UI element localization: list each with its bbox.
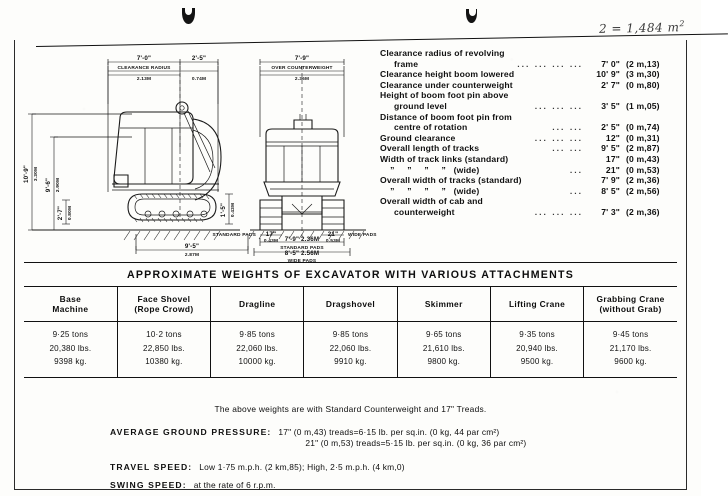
header-line2: (without Grab)	[599, 304, 662, 314]
front-width-wide-visible: 8'-5" 2.56M	[284, 250, 320, 257]
table-column-header	[304, 287, 397, 322]
side-top-dim2-imperial: 2'-5"	[191, 55, 207, 62]
side-left-dim2-imperial: 9'-6"	[45, 177, 52, 193]
spec-row	[380, 207, 680, 218]
table-column-header	[397, 287, 490, 322]
table-column-header	[584, 287, 677, 322]
header-line2: Machine	[52, 304, 89, 314]
spec-label: Height of boom foot pin above	[380, 90, 509, 101]
front-pad-right-label: WIDE PADS	[348, 233, 377, 238]
weight-tons: 9·45 tons	[612, 330, 649, 339]
spec-label: Width of track links (standard)	[380, 153, 509, 164]
side-top-dim2-metric: 0.74M	[191, 77, 207, 82]
header-line1: Grabbing Crane	[596, 294, 665, 304]
front-top-dim-imperial: 7'-9"	[294, 55, 310, 62]
handwritten-annotation-text: 2 = 1,484 m	[598, 20, 680, 36]
spec-row	[380, 175, 680, 186]
spec-imperial: 8' 5"	[601, 185, 621, 196]
table-cell	[490, 322, 583, 377]
ground-pressure-label: AVERAGE GROUND PRESSURE:	[110, 427, 272, 437]
spec-leader-dots: ... ... ...	[534, 206, 584, 217]
spec-row	[380, 90, 680, 101]
table-column-header	[24, 287, 117, 322]
spec-metric: (2 m,36)	[626, 175, 660, 186]
spec-metric: (0 m,43)	[626, 153, 660, 164]
spec-leader-dots: ... ...	[552, 122, 583, 133]
side-top-dim1-metric: 2.13M	[136, 77, 152, 82]
side-left-dim3-imperial: 2'-7"	[57, 205, 64, 221]
weight-lbs: 22,060 lbs.	[236, 343, 279, 353]
spec-metric: (2 m,87)	[626, 143, 660, 154]
spec-row	[380, 154, 680, 165]
front-pad-left-label: STANDARD PADS	[212, 233, 256, 238]
weight-kg: 9800 kg.	[427, 357, 461, 366]
spec-label: counterweight	[394, 206, 455, 217]
travel-speed-label: TRAVEL SPEED:	[110, 461, 193, 472]
travel-speed-value: Low 1·75 m.p.h. (2 km,85); High, 2·5 m.p.h. (4 km,0)	[199, 461, 405, 472]
spec-row	[380, 112, 680, 123]
spec-label: Distance of boom foot pin from	[380, 111, 512, 122]
front-width-wide-label: WIDE PADS	[287, 259, 317, 264]
spec-imperial: 9' 5"	[601, 143, 620, 154]
spec-label: Ground clearance	[380, 132, 456, 143]
weights-table	[24, 287, 677, 377]
side-left-dim3-metric: 0.80M	[68, 205, 73, 221]
header-line1: Face Shovel	[137, 294, 191, 304]
side-left-dim2-metric: 2.90M	[56, 177, 61, 193]
spec-leader-dots: ...	[569, 164, 584, 175]
side-left-dim1-metric: 3.30M	[34, 166, 39, 182]
ground-pressure-line-21: 21" (0 m,53) treads=5·15 lb. per sq.in. (0 kg, 36 par cm²)	[305, 438, 527, 449]
spec-leader-dots: ... ... ... ...	[517, 58, 584, 69]
weight-lbs: 20,940 lbs.	[516, 343, 558, 353]
weight-kg: 9500 kg.	[520, 357, 554, 366]
spec-metric: (2 m,36)	[626, 206, 660, 217]
spec-row	[380, 59, 680, 70]
staple-mark-left	[182, 8, 195, 24]
weight-tons: 9·85 tons	[239, 330, 275, 339]
footer-notes	[14, 404, 687, 496]
spec-metric: (0 m,74)	[626, 122, 660, 133]
weight-kg: 9398 kg.	[54, 357, 87, 366]
weight-kg: 9600 kg.	[614, 357, 647, 366]
weight-lbs: 22,060 lbs.	[329, 343, 372, 353]
spec-imperial: 7' 0"	[601, 58, 621, 69]
handwritten-annotation-superscript: 2	[679, 19, 686, 29]
spec-row	[380, 196, 680, 207]
spec-leader-dots: ... ... ...	[534, 132, 583, 143]
table-cell	[117, 322, 210, 377]
spec-imperial: 7' 9"	[601, 175, 620, 186]
weight-tons: 10·2 tons	[146, 330, 182, 339]
weight-tons: 9·25 tons	[52, 330, 89, 339]
spec-row	[380, 48, 680, 59]
header-line1: Base	[59, 294, 82, 304]
spec-label: Clearance under counterweight	[380, 79, 513, 90]
travel-speed-block	[14, 462, 687, 473]
spec-row	[380, 122, 680, 133]
ground-pressure-values	[278, 427, 687, 450]
spec-label: ground level	[394, 100, 447, 111]
table-header-row	[24, 287, 677, 322]
spec-imperial: 2' 7"	[601, 79, 620, 90]
table-cell	[397, 322, 490, 377]
spec-metric: (0 m,31)	[626, 132, 660, 143]
spec-label: Overall width of tracks (standard)	[380, 175, 522, 186]
standard-counterweight-note: The above weights are with Standard Counterweight and 17" Treads.	[214, 404, 487, 414]
side-view-drawing	[28, 59, 248, 254]
swing-speed-block	[14, 480, 687, 491]
table-cell	[211, 322, 304, 377]
spec-leader-dots: ... ...	[552, 143, 583, 154]
front-pad-right-metric: 0.53M	[325, 239, 341, 244]
weight-tons: 9·65 tons	[425, 330, 462, 339]
front-top-dim-metric: 2.36M	[294, 77, 310, 82]
spec-row	[380, 101, 680, 112]
spec-row	[380, 143, 680, 154]
weight-lbs: 21,610 lbs.	[422, 343, 465, 353]
weight-kg: 9910 kg.	[334, 357, 367, 366]
table-cell	[304, 322, 397, 377]
swing-speed-value: at the rate of 6 r.p.m.	[193, 480, 276, 491]
table-cell	[24, 322, 117, 377]
table-column-header	[211, 287, 304, 322]
swing-speed-label: SWING SPEED:	[110, 480, 187, 491]
spec-metric: (0 m,53)	[626, 164, 660, 175]
weight-tons: 9·85 tons	[332, 330, 369, 339]
ground-pressure-line-17: 17" (0 m,43) treads=6·15 lb. per sq.in. (0 kg, 44 par cm²)	[278, 427, 500, 437]
front-top-dim-caption: OVER COUNTERWEIGHT	[271, 66, 333, 71]
spec-row	[380, 80, 680, 91]
spec-label: frame	[394, 58, 419, 69]
spec-metric: (2 m,56)	[626, 185, 660, 196]
spec-imperial: 21"	[605, 164, 621, 175]
spec-row	[380, 133, 680, 144]
side-bottom-dim-metric: 2.87M	[184, 253, 200, 258]
spec-row	[380, 186, 680, 197]
spec-imperial: 2' 5"	[601, 122, 620, 133]
side-left-dim1-imperial: 10'-9"	[23, 165, 30, 183]
spec-metric: (2 m,13)	[626, 58, 660, 69]
staple-mark-right	[466, 9, 477, 23]
header-line1: Skimmer	[424, 299, 463, 309]
front-width-std-label: STANDARD PADS	[280, 246, 324, 251]
spec-label: Clearance height boom lowered	[380, 69, 515, 80]
header-line1: Dragline	[239, 299, 276, 309]
spec-row	[380, 69, 680, 80]
header-line2: (Rope Crowd)	[134, 304, 194, 314]
side-bottom-dim-imperial: 9'-5"	[184, 243, 200, 250]
table-column-header	[490, 287, 583, 322]
specification-list	[380, 48, 680, 218]
spec-imperial: 17"	[605, 153, 620, 164]
weight-lbs: 22,850 lbs.	[143, 343, 185, 353]
spec-metric: (1 m,05)	[626, 100, 660, 111]
spec-leader-dots: ...	[569, 185, 584, 196]
spec-label: ” ” ” ” (wide)	[380, 164, 480, 175]
table-bottom-rule	[24, 377, 677, 378]
spec-imperial: 12"	[605, 132, 620, 143]
spec-label: Clearance radius of revolving	[380, 48, 505, 58]
front-width-std: 7'-9" 2.36M	[284, 236, 320, 243]
side-right-dim-imperial: 1'-5"	[220, 202, 227, 218]
spec-metric: (3 m,30)	[626, 69, 660, 80]
spec-label: Overall length of tracks	[380, 143, 480, 154]
handwritten-annotation	[599, 19, 685, 36]
spec-label: Overall width of cab and	[380, 196, 483, 207]
spec-label: ” ” ” ” (wide)	[380, 185, 480, 196]
spec-imperial: 3' 5"	[601, 100, 621, 111]
spec-imperial: 10' 9"	[596, 69, 620, 80]
ground-pressure-block	[14, 427, 687, 450]
front-pad-left-imperial: 17"	[265, 231, 277, 238]
front-pad-right-imperial: 21"	[327, 231, 339, 238]
side-top-dim1-caption: CLEARANCE RADIUS	[117, 66, 171, 71]
technical-drawings	[14, 42, 377, 264]
side-top-dim1-imperial: 7'-0"	[136, 55, 152, 62]
weights-table-section	[14, 262, 687, 378]
spec-metric: (0 m,80)	[626, 79, 660, 90]
front-pad-left-metric: 0.43M	[263, 239, 279, 244]
table-cell	[584, 322, 677, 377]
header-line1: Lifting Crane	[508, 299, 566, 309]
weights-table-title: APPROXIMATE WEIGHTS OF EXCAVATOR WITH VARIOUS ATTACHMENTS	[24, 262, 677, 287]
weight-lbs: 21,170 lbs.	[609, 343, 652, 353]
spec-label: centre of rotation	[394, 122, 468, 133]
side-right-dim-metric: 0.43M	[231, 202, 236, 218]
spec-imperial: 7' 3"	[601, 206, 621, 217]
weight-lbs: 20,380 lbs.	[49, 343, 92, 353]
spec-row	[380, 165, 680, 176]
header-line1: Dragshovel	[325, 299, 376, 309]
weight-kg: 10000 kg.	[238, 357, 276, 366]
spec-leader-dots: ... ... ...	[534, 100, 584, 111]
table-row	[24, 322, 677, 377]
weight-tons: 9·35 tons	[519, 330, 555, 339]
table-column-header	[117, 287, 210, 322]
excavator-drawing-svg	[14, 42, 377, 264]
weight-kg: 10380 kg.	[145, 357, 183, 366]
front-view-drawing	[249, 59, 366, 256]
